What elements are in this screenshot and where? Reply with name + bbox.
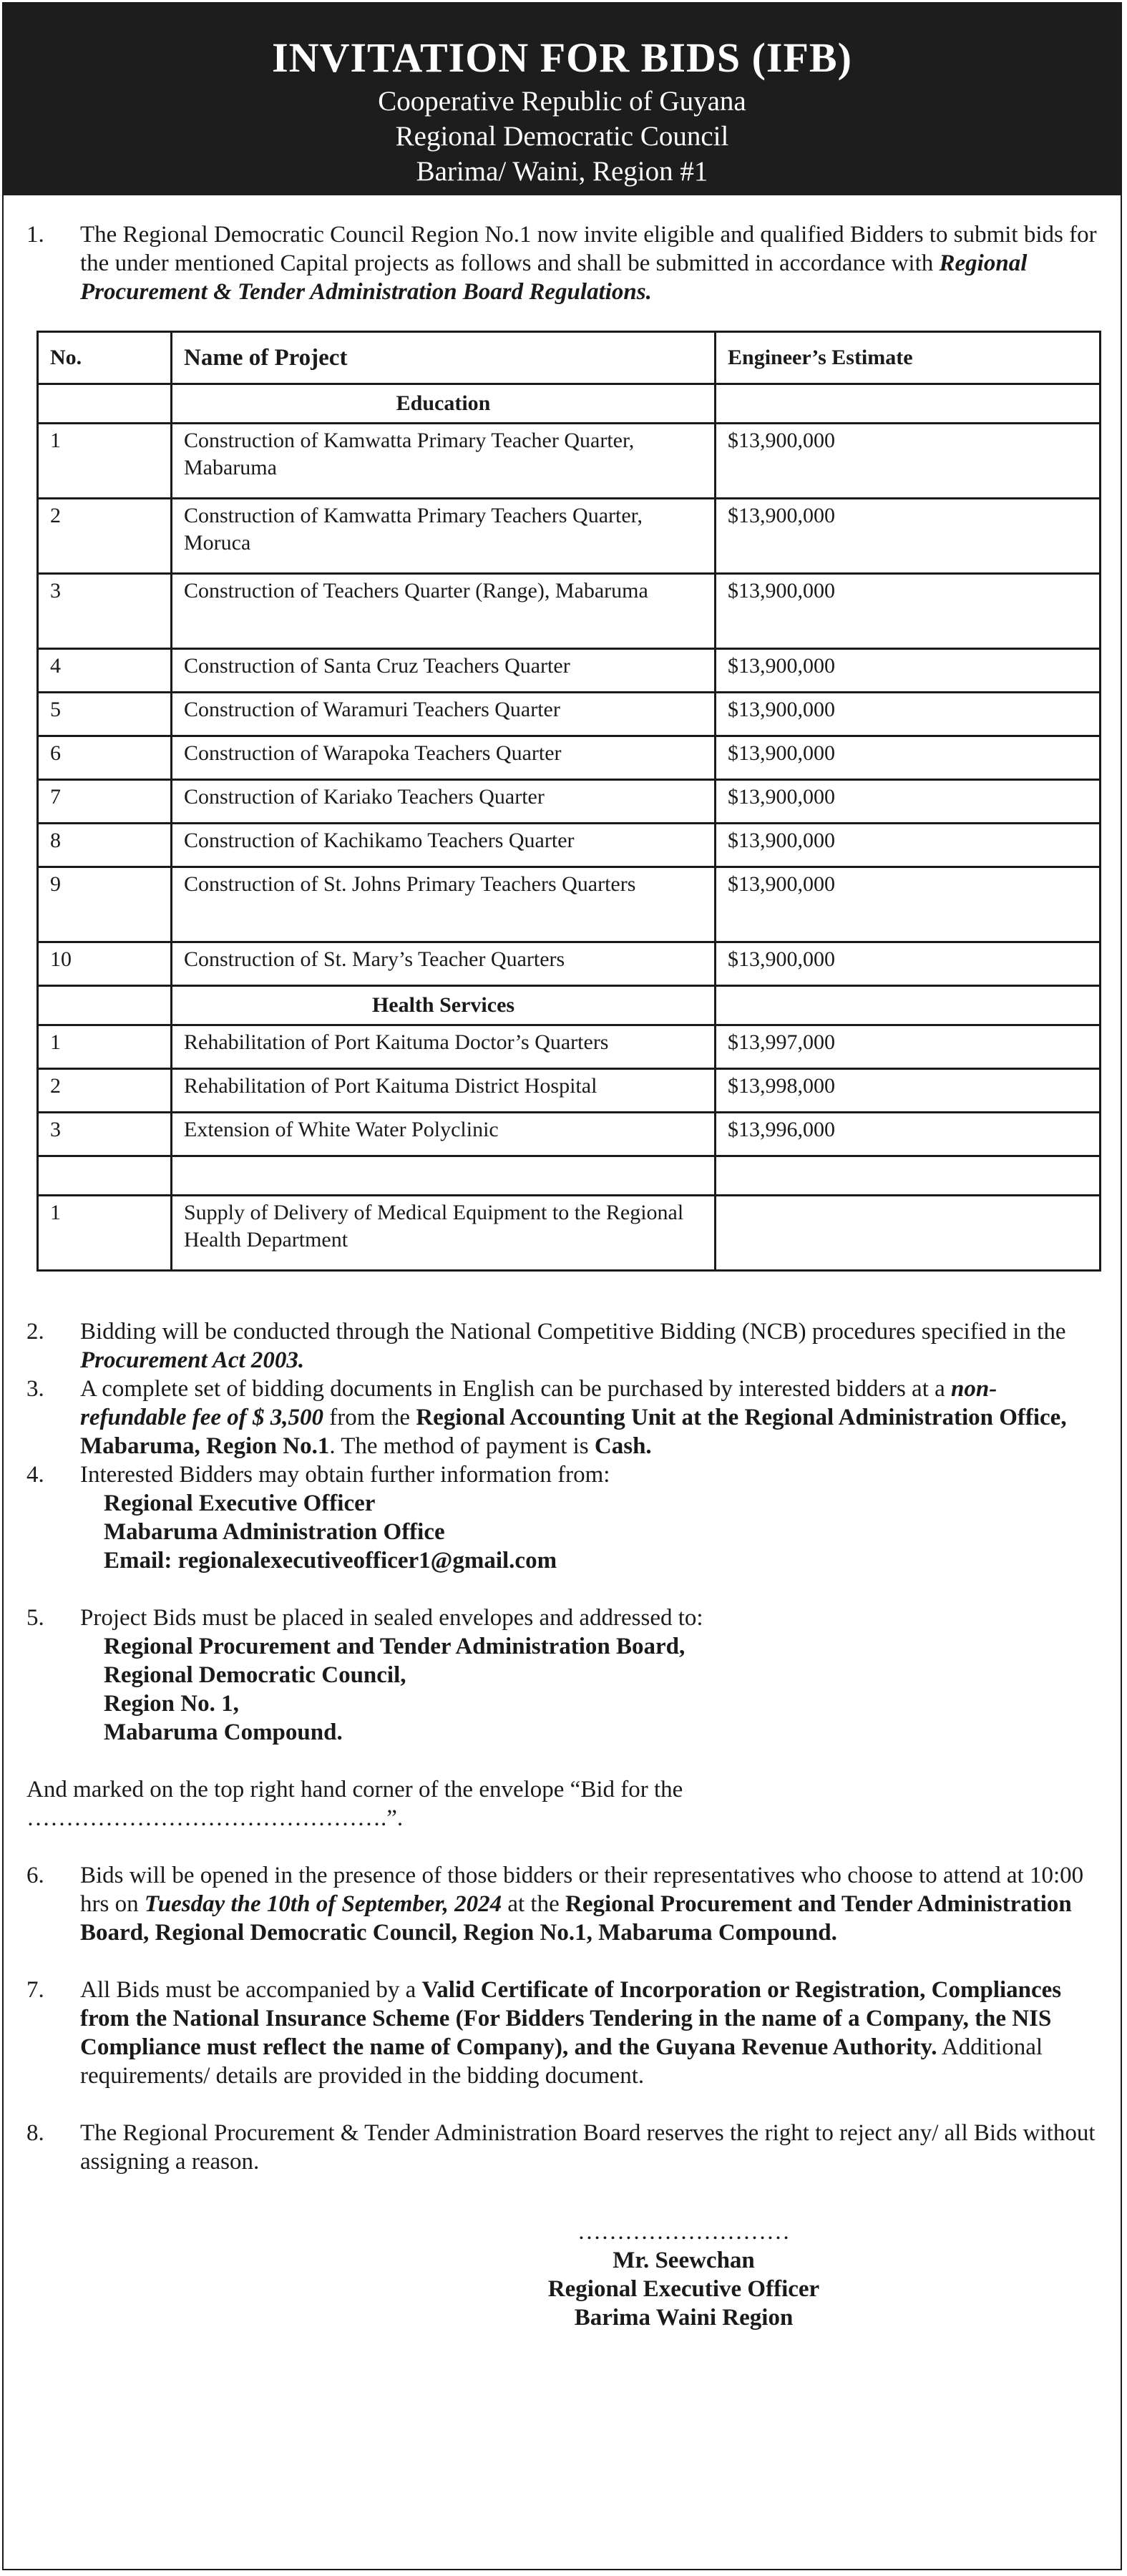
category-row-health — [38, 986, 1101, 1025]
table-row: 1 Construction of Kamwatta Primary Teacher Quarter, Mabaruma $13,900,000 — [38, 424, 1101, 499]
page-title: INVITATION FOR BIDS (IFB) — [272, 34, 852, 81]
contact-line: Regional Executive Officer — [104, 1491, 376, 1516]
table-header-row — [38, 332, 1101, 384]
clause-4: 4. Interested Bidders may obtain further information from: — [26, 1462, 610, 1488]
table-row: 1 Supply of Delivery of Medical Equipment to the Regional Health Department — [38, 1196, 1101, 1271]
advertisement-frame — [2, 2, 1122, 2570]
signatory-title: Regional Executive Officer — [547, 2276, 820, 2302]
address-line: Region No. 1, — [104, 1691, 239, 1717]
table-row: 9 Construction of St. Johns Primary Teachers Quarters $13,900,000 — [38, 867, 1101, 942]
clause-8: 8. The Regional Procurement & Tender Administration Board reserves the right to reject any/ all Bids without assigning a reason. — [26, 2120, 1096, 2175]
category-label: Health Services — [172, 986, 716, 1025]
clause-3: 3. A complete set of bidding documents in English can be purchased by interested bidders at a non-refundable fee of $ 3,500 from the Regional Accounting Unit at the Regional Administration Office, Mabaruma, Region No.1. The method of payment is Cash. — [26, 1376, 1067, 1459]
address-line: Regional Procurement and Tender Administration Board, — [104, 1634, 686, 1659]
table-row: 1 Rehabilitation of Port Kaituma Doctor’s Quarters $13,997,000 — [38, 1025, 1101, 1069]
clause-6: 6. Bids will be opened in the presence of those bidders or their representatives who choose to attend at 10:00 hrs on Tuesday the 10th of September, 2024 at the Regional Procurement and Tender Administration Board, Regional Democratic Council, Region No.1, Mabaruma Compound. — [26, 1863, 1084, 1946]
clause-5: 5. Project Bids must be placed in sealed envelopes and addressed to: — [26, 1605, 703, 1631]
table-row: 10 Construction of St. Mary’s Teacher Quarters $13,900,000 — [38, 942, 1101, 986]
col-header-name: Name of Project — [172, 332, 716, 384]
table-row: 2 Rehabilitation of Port Kaituma District Hospital $13,998,000 — [38, 1069, 1101, 1113]
header-line-council: Regional Democratic Council — [395, 121, 729, 152]
table-row-empty — [38, 1156, 1101, 1196]
table-row: 3 Extension of White Water Polyclinic $13,996,000 — [38, 1113, 1101, 1156]
category-row-education — [38, 384, 1101, 424]
clause-7: 7. All Bids must be accompanied by a Valid Certificate of Incorporation or Registration, Compliances from the National Insurance Scheme (For Bidders Tendering in the name of a Company, the NIS Compliance must reflect the name of Company), and the Guyana Revenue Authority. Additional requirements/ details are provided in the bidding document. — [26, 1977, 1062, 2089]
col-header-no: No. — [38, 332, 172, 384]
header-banner — [4, 4, 1121, 195]
projects-table — [36, 331, 1101, 1272]
address-line: Regional Democratic Council, — [104, 1662, 406, 1688]
table-row: 6 Construction of Warapoka Teachers Quarter $13,900,000 — [38, 736, 1101, 780]
table-row: 7 Construction of Kariako Teachers Quarter $13,900,000 — [38, 780, 1101, 824]
signature-dots: ……………………… — [577, 2219, 790, 2245]
table-row: 8 Construction of Kachikamo Teachers Quarter $13,900,000 — [38, 824, 1101, 867]
table-row: 3 Construction of Teachers Quarter (Range), Mabaruma $13,900,000 — [38, 574, 1101, 649]
table-row: 2 Construction of Kamwatta Primary Teachers Quarter, Moruca $13,900,000 — [38, 499, 1101, 574]
table-row: 4 Construction of Santa Cruz Teachers Quarter $13,900,000 — [38, 649, 1101, 693]
table-row: 5 Construction of Waramuri Teachers Quarter $13,900,000 — [38, 693, 1101, 736]
signatory-name: Mr. Seewchan — [613, 2248, 755, 2273]
contact-email: Email: regionalexecutiveofficer1@gmail.com — [104, 1548, 557, 1574]
header-line-country: Cooperative Republic of Guyana — [378, 86, 746, 117]
signature-block — [270, 2218, 1098, 2332]
clause-text: The Regional Democratic Council Region No.1 now invite eligible and qualified Bidders to submit bids for the under mentioned Capital projects as follows and shall be submitted in accordance with Regional Procurement & Tender Administration Board Regulations. — [80, 222, 1097, 305]
signatory-region: Barima Waini Region — [574, 2305, 794, 2331]
clause-2: 2. Bidding will be conducted through the National Competitive Bidding (NCB) procedures specified in the Procurement Act 2003. — [26, 1319, 1066, 1373]
col-header-estimate: Engineer’s Estimate — [716, 332, 1101, 384]
clause-1 — [26, 220, 1098, 306]
clause-number: 1. — [26, 222, 44, 248]
address-line: Mabaruma Compound. — [104, 1719, 343, 1745]
header-line-region: Barima/ Waini, Region #1 — [416, 156, 708, 187]
envelope-marking-note: And marked on the top right hand corner of the envelope “Bid for the ……………………………………….”. — [26, 1777, 683, 1831]
document-body — [4, 220, 1121, 2332]
category-label: Education — [172, 384, 716, 424]
contact-line: Mabaruma Administration Office — [104, 1519, 445, 1545]
